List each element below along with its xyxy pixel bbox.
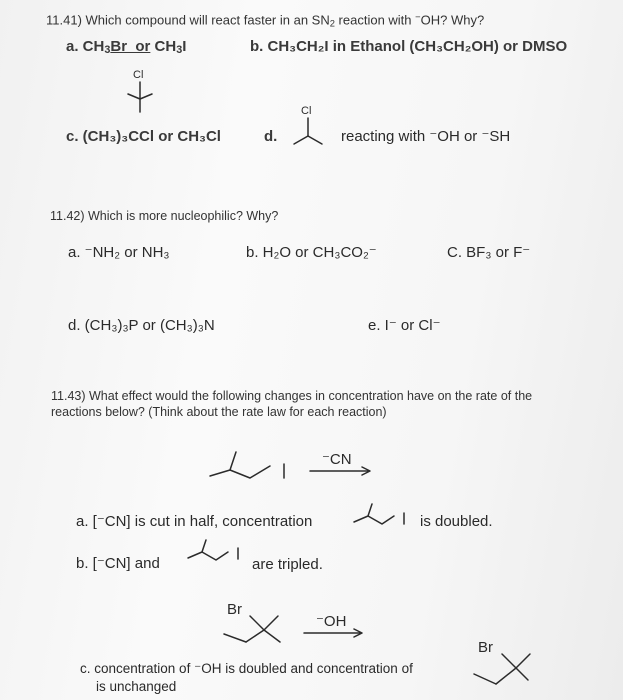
tertiary-bromide-structure-small <box>466 636 536 692</box>
question-11-43-c-part2: is unchanged <box>96 679 177 694</box>
question-11-43-c-part1: c. concentration of ⁻OH is doubled and concentration of <box>80 661 413 676</box>
br-label-2: Br <box>478 639 493 656</box>
tertiary-bromide-structure <box>218 598 288 648</box>
bond <box>202 552 228 560</box>
question-11-41-d: reacting with ⁻OH or ⁻SH <box>341 128 511 145</box>
question-11-42-d: d. (CH₃)₃P or (CH₃)₃N <box>68 317 215 334</box>
title-end: OH? Why? <box>420 12 485 28</box>
question-11-42-b: b. H₂O or CH₃CO₂⁻ <box>246 244 377 261</box>
bond <box>474 674 496 684</box>
question-11-42-e: e. I⁻ or Cl⁻ <box>368 317 441 334</box>
a-part2: Br_or <box>110 38 151 55</box>
bond <box>246 630 264 642</box>
bond <box>294 136 308 144</box>
a-sub1: 3 <box>104 44 111 57</box>
title-subscript: 2 <box>329 18 335 29</box>
bond <box>516 654 530 668</box>
bond <box>516 668 528 680</box>
question-11-41-title <box>46 12 484 29</box>
question-11-43-a-part2: is doubled. <box>420 513 493 530</box>
bond <box>250 616 264 630</box>
title-mid: reaction with <box>334 12 416 28</box>
alkyl-iodide-small-a <box>352 500 418 528</box>
bond <box>210 452 236 476</box>
bond <box>308 136 322 144</box>
reagent-hydroxide: ⁻OH <box>316 613 347 630</box>
reaction-arrow-2 <box>302 628 372 638</box>
a-part3: CH <box>150 38 177 55</box>
question-11-43-b-part2: are tripled. <box>252 556 323 573</box>
a-part5: I <box>182 38 187 55</box>
question-11-41-c: c. (CH₃)₃CCl or CH₃Cl <box>66 128 221 145</box>
bond <box>128 94 140 99</box>
bond <box>368 516 394 524</box>
question-11-42-a: a. ⁻NH₂ or NH₃ <box>68 244 170 261</box>
bond <box>230 466 270 478</box>
bond <box>354 504 372 522</box>
bond <box>496 668 516 684</box>
question-11-42-c: C. BF₃ or F⁻ <box>447 244 531 261</box>
title-text: 11.41) Which compound will react faster in an SN <box>46 12 330 28</box>
question-11-43-title-line1: 11.43) What effect would the following changes in concentration have on the rate of the <box>51 389 533 403</box>
bond <box>264 630 280 642</box>
br-label-1: Br <box>227 601 242 618</box>
alkyl-iodide-structure <box>208 440 298 490</box>
a-sub2: 3 <box>176 44 183 57</box>
cl-label: Cl <box>133 69 144 81</box>
question-11-41-b: b. CH₃CH₂I in Ethanol (CH₃CH₂OH) or DMSO <box>250 38 568 55</box>
bond <box>188 540 206 558</box>
bond <box>264 616 278 630</box>
bond <box>502 654 516 668</box>
a-part: a. CH <box>66 38 105 55</box>
question-11-41-a <box>66 38 186 57</box>
question-11-41-d-label: d. <box>264 128 278 145</box>
reagent-cyanide-1: ⁻CN <box>322 451 352 468</box>
question-11-42-title: 11.42) Which is more nucleophilic? Why? <box>50 209 279 223</box>
alkyl-iodide-small-b <box>186 536 252 566</box>
cl-label-d: Cl <box>301 105 312 117</box>
isopropyl-chloride-structure <box>288 100 338 155</box>
question-11-43-b-part1: b. [⁻CN] and <box>76 555 160 572</box>
question-11-43-a-part1: a. [⁻CN] is cut in half, concentration <box>76 513 313 530</box>
title-superscript: − <box>415 12 421 22</box>
reaction-arrow-1 <box>308 466 378 476</box>
question-11-43-title-line2: reactions below? (Think about the rate law for each reaction) <box>51 405 387 419</box>
tert-butyl-chloride-structure <box>120 62 170 122</box>
bond <box>224 634 246 642</box>
bond <box>140 94 152 99</box>
